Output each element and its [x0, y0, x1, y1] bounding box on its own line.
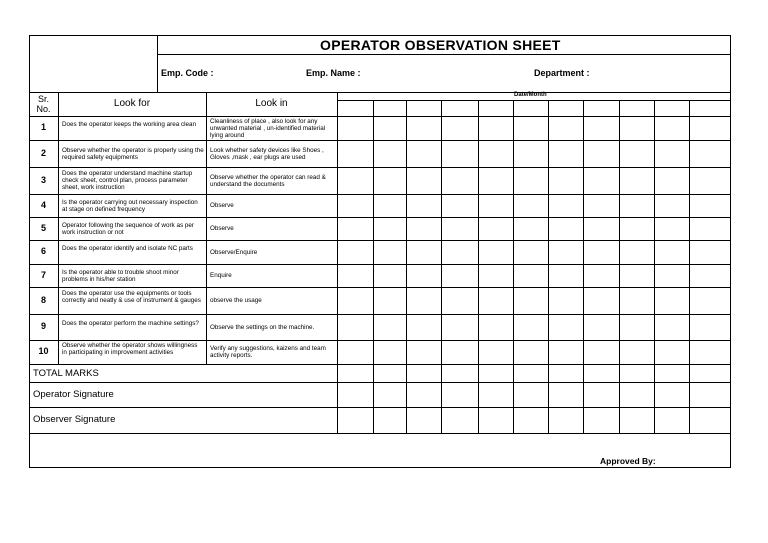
row-line — [29, 287, 731, 288]
col-sr-header: Sr. No. — [36, 94, 51, 114]
row-line — [29, 167, 731, 168]
row-sr-number: 10 — [38, 346, 49, 356]
date-month-line — [337, 100, 731, 101]
col-look-in-header: Look in — [255, 98, 288, 109]
row-sr-number: 5 — [40, 222, 46, 233]
row-line — [29, 140, 731, 141]
date-column-line — [441, 100, 442, 433]
date-column-line — [406, 100, 407, 433]
date-column-line — [689, 100, 690, 433]
row-look-for: Observe whether the operator shows willingness in participating in improvement activities — [62, 341, 198, 356]
row-line — [29, 240, 731, 241]
row-sr-number: 6 — [40, 246, 46, 256]
header-divider — [157, 35, 158, 92]
sheet-title: OPERATOR OBSERVATION SHEET — [320, 37, 561, 53]
row-sr-number: 8 — [40, 294, 46, 305]
row-look-for: Operator following the sequence of work as per work instruction or not — [62, 221, 194, 236]
operator-signature-label: Operator Signature — [33, 389, 114, 400]
date-column-line — [373, 100, 374, 433]
emp-name-label: Emp. Name : — [306, 68, 361, 78]
date-column-line — [513, 100, 514, 433]
col-date-month-header: Date/Month — [514, 92, 547, 98]
observer-sig-bottom-line — [29, 433, 731, 434]
row-look-for: Observe whether the operator is properly using the required safety equipments — [62, 146, 204, 161]
row-sr-number: 9 — [40, 321, 46, 331]
col-header-bottom-line — [29, 116, 731, 117]
total-bottom-line — [29, 382, 731, 383]
row-line — [29, 364, 731, 365]
row-sr-number: 1 — [40, 122, 46, 132]
row-look-in: Observe — [210, 225, 234, 232]
row-look-in: Enquire — [210, 272, 232, 279]
row-sr-number: 4 — [40, 199, 46, 210]
lookfor-col-line — [206, 92, 207, 364]
row-look-in: Verify any suggestions, kaizens and team activity reports. — [210, 345, 326, 359]
row-look-in: Observe the settings on the machine. — [210, 323, 315, 331]
row-look-in: observe the usage — [210, 297, 262, 304]
date-column-line — [583, 100, 584, 433]
row-sr-number: 3 — [40, 174, 46, 185]
header-bottom-line — [29, 92, 731, 93]
row-line — [29, 217, 731, 218]
row-look-in: Look whether safety devices like Shoes , Gloves ,mask , ear plugs are used — [210, 146, 324, 161]
row-line — [29, 264, 731, 265]
row-line — [29, 194, 731, 195]
row-look-in: Cleanliness of place , also look for any unwanted material , un-identified material lying around — [210, 117, 326, 139]
row-sr-number: 2 — [40, 147, 46, 158]
row-look-for: Does the operator understand machine startup check sheet, control plan, process parameter sheet, work instruction — [62, 170, 193, 191]
row-look-for: Does the operator perform the machine settings? — [62, 320, 199, 327]
operator-sig-bottom-line — [29, 407, 731, 408]
date-column-line — [654, 100, 655, 433]
row-look-in: Observe — [210, 202, 234, 209]
row-sr-number: 7 — [40, 269, 46, 280]
row-look-in: Observe whether the operator can read & understand the documents — [210, 173, 326, 188]
emp-code-label: Emp. Code : — [161, 68, 214, 78]
row-line — [29, 314, 731, 315]
department-label: Department : — [534, 68, 590, 78]
total-marks-label: TOTAL MARKS — [33, 368, 99, 379]
approved-by-label: Approved By: — [600, 456, 656, 466]
row-look-for: Is the operator able to trouble shoot minor problems in his/her station — [62, 268, 179, 283]
col-look-for-header: Look for — [113, 98, 151, 109]
row-look-in: Observe/Enquire — [210, 248, 258, 256]
row-look-for: Does the operator use the equipments or tools correctly and neatly & use of instrument & gauges — [62, 290, 201, 304]
observer-signature-label: Observer Signature — [33, 414, 116, 425]
date-column-line — [619, 100, 620, 433]
sr-col-line — [58, 92, 59, 364]
title-bottom-line — [157, 54, 731, 55]
row-look-for: Does the operator keeps the working area clean — [62, 121, 197, 128]
date-column-line — [478, 100, 479, 433]
lookin-col-line — [337, 92, 338, 433]
row-look-for: Is the operator carrying out necessary inspection at stage on defined frequency — [62, 198, 198, 213]
row-look-for: Does the operator identify and isolate NC parts — [62, 245, 193, 252]
date-column-line — [548, 100, 549, 433]
